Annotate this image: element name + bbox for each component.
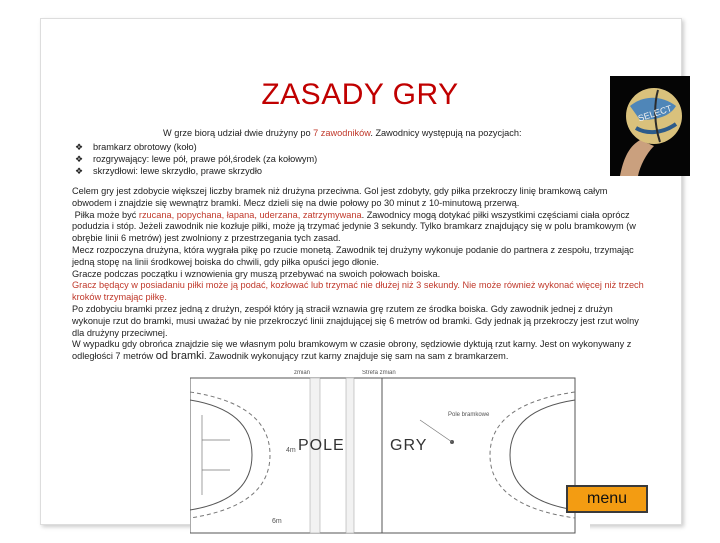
- game-word: GRY: [390, 437, 428, 454]
- handball-photo: [610, 76, 690, 176]
- paragraph: Gracz będący w posiadaniu piłki może ją podać, kozłować lub trzymać nie dłużej niż 3 sekundy. Nie może również wykonać więcej niż trzech kroków trzymając piłkę.: [72, 280, 644, 303]
- slide-title: ZASADY GRY: [261, 78, 459, 111]
- label-pole-bramkowe: Pole bramkowe: [448, 412, 490, 418]
- list-item: [75, 141, 317, 153]
- bullet-text: bramkarz obrotowy (koło): [93, 142, 197, 152]
- paragraph: [72, 339, 644, 363]
- menu-button[interactable]: menu: [566, 485, 648, 513]
- list-item: [75, 153, 317, 165]
- highlight-text: rzucana, popychana, łapana, uderzana, zatrzymywana: [138, 209, 362, 220]
- paragraph: Celem gry jest zdobycie większej liczby bramek niż drużyna przeciwna. Gol jest zdobyty, gdy piłka przekroczy linię bramkową całym obwodem i znajdzie się wewnątrz bramki. Mecz dzieli się na dwie połowy po 30 minut z 10-minutową przerwą.: [72, 186, 608, 208]
- text-run: . Zawodnicy mogą dotykać piłki wszystkimi częściami ciała oprócz podudzia i stóp. Jeżeli zawodnik nie kozłuje piłki, może ją trzymać jedynie 3 sekundy. Tylko bramkarz znajdujący się w polu bramkowym (w obrębie linii 6 metrów) jest zwolniony z przestrzegania tych zasad.: [72, 209, 636, 244]
- intro-highlight: 7 zawodników: [313, 128, 371, 138]
- bullet-text: rozgrywający: lewe pół, prawe pół,środek (za kołowym): [93, 154, 318, 164]
- diamond-bullet-icon: ❖: [75, 166, 84, 176]
- paragraph: Mecz rozpoczyna drużyna, która wygrała pikę po rzucie monetą. Zawodnik tej drużyny wykonuje podanie do partnera z zespołu, trzymając jedną stopę na linii środkowej boiska do chwili, gdy piłka opuści jego dłonie.: [72, 244, 634, 267]
- bullet-text: skrzydłowi: lewe skrzydło, prawe skrzydło: [93, 166, 262, 176]
- label-linia-bramkowa: 6m: [272, 518, 282, 525]
- list-item: [75, 165, 317, 177]
- intro-text: W grze biorą udział dwie drużyny po: [163, 128, 314, 138]
- text-run: od bramki: [155, 350, 205, 363]
- court-word: POLE: [298, 437, 345, 454]
- position-list: [75, 141, 317, 177]
- label-bramka: 4m: [286, 447, 296, 454]
- text-run: . Zawodnik wykonujący rzut karny znajduje się sam na sam z bramkarzem.: [204, 351, 509, 362]
- paragraph: Gracze podczas początku i wznowienia gry muszą przebywać na swoich połowach boiska.: [72, 268, 441, 279]
- rules-text: [72, 186, 644, 363]
- intro-line: [163, 128, 522, 138]
- diamond-bullet-icon: ❖: [75, 142, 84, 152]
- paragraph: Po zdobyciu bramki przez jedną z drużyn, zespół który ją stracił wznawia grę rzutem ze środka boiska. Gdy zawodnik jednej z drużyn wykonuje rzut do bramki, musi uważać by nie przekroczyć linii znajdującej się 6 metrów od bramki. Gdy jednak ją przekroczy jest rzut wolny dla drużyny przeciwnej.: [72, 303, 639, 338]
- text-run: Piłka może być: [74, 209, 139, 220]
- text-run: W wypadku gdy obrońca znajdzie się we własnym polu bramkowym w czasie obrony, sędziowie dyktują rzut karny. Jest on wykonywany z odległości 7 metrów: [72, 339, 632, 362]
- label-strefa-zmian: zmian: [294, 370, 311, 376]
- diamond-bullet-icon: ❖: [75, 154, 84, 164]
- paragraph: [72, 210, 644, 245]
- ball-brand-logo: SELECT: [636, 103, 674, 124]
- intro-text-end: . Zawodnicy występują na pozycjach:: [370, 128, 522, 138]
- label-strefa: Strefa zmian: [362, 370, 396, 376]
- court-diagram: [190, 370, 590, 538]
